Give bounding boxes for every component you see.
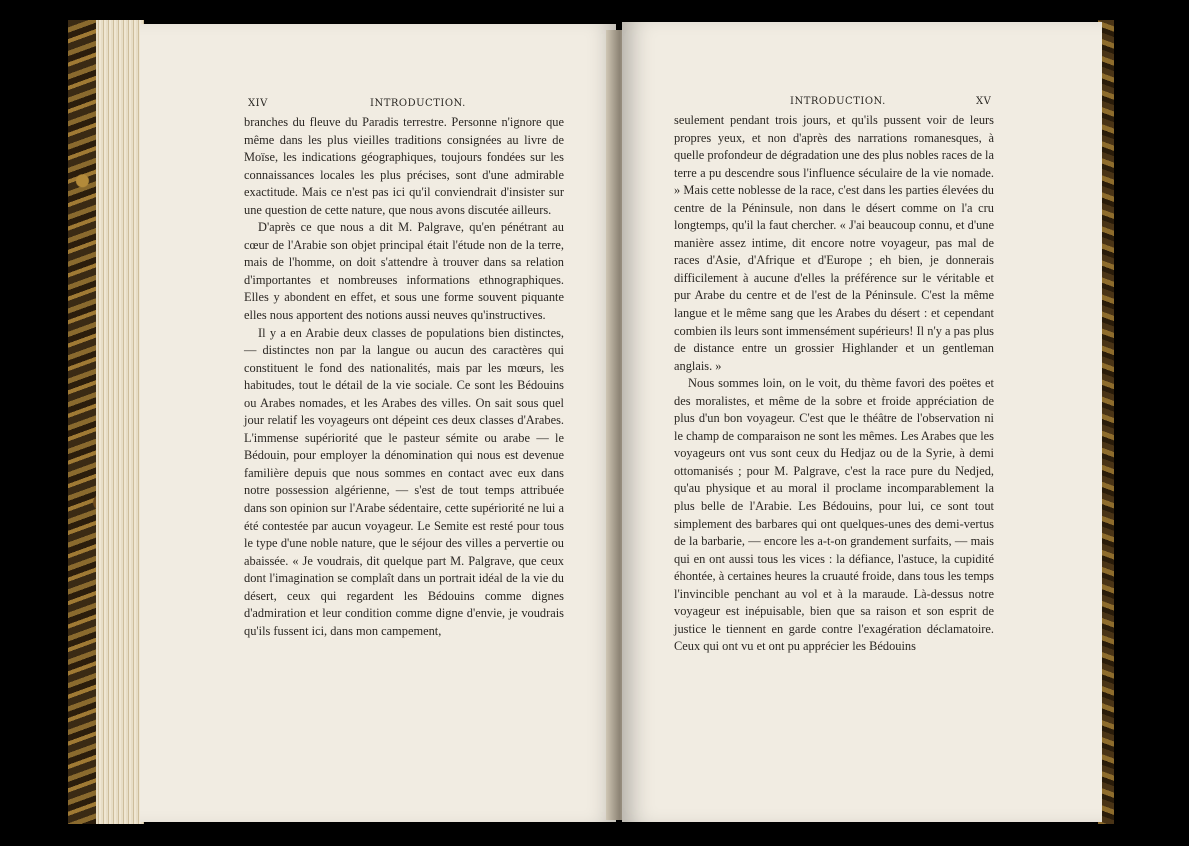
- left-page-number: XIV: [248, 98, 268, 109]
- right-paragraph-1: seulement pendant trois jours, et qu'ils pussent voir de leurs propres yeux, et non d'après des narrations romanesques, à quelle profondeur de dégradation une des plus nobles races de la terre a pu descendre sous l'influence séculaire de la vie nomade. » Mais cette noblesse de la race, c'est dans les parties élevées du centre de la Péninsule, non dans le désert comme on l'a cru longtemps, qu'il la faut chercher. « J'ai beaucoup connu, et d'une manière assez intime, dit encore notre voyageur, pas mal de races d'Asie, d'Afrique et d'Europe ; eh bien, je donnerais difficilement à aucune d'elles la préférence sur le véritable et pur Arabe du centre et de l'est de la Péninsule. C'est la même langue et le même sang que les Arabes du désert : et cependant combien ils leurs sont immensément supérieurs! Il n'y a pas plus de distance entre un grossier Highlander et un gentleman anglais. »: [674, 113, 994, 373]
- left-body-text: [244, 114, 564, 640]
- left-page: [140, 24, 616, 822]
- left-paragraph-2: D'après ce que nous a dit M. Palgrave, qu'en pénétrant au cœur de l'Arabie son objet principal était l'étude non de la terre, mais de l'homme, on doit s'attendre à trouver dans sa relation d'importantes et nombreuses informations ethnographiques. Elles y abondent en effet, et sous une forme souvent piquante elles nous apportent des notions aussi neuves qu'instructives.: [244, 220, 564, 323]
- left-paragraph-1: branches du fleuve du Paradis terrestre. Personne n'ignore que même dans les plus vieilles traditions consignées au livre de Moïse, les indications géographiques, toujours fondées sur les connaissances locales les plus précises, sont d'une admirable exactitude. Mais ce n'est pas ici qu'il conviendrait d'insister sur une question de cette nature, que nous avons discutée ailleurs.: [244, 115, 564, 217]
- right-body-text: [674, 112, 994, 656]
- left-paragraph-3: Il y a en Arabie deux classes de populations bien distinctes, — distinctes non par la langue ou aucun des caractères qui constituent le fond des nationalités, mais par les mœurs, les habitudes, tout le détail de la vie sociale. Ce sont les Bédouins ou Arabes nomades, et les Arabes des villes. On sait sous quel jour relatif les voyageurs ont dépeint ces deux classes d'Arabes. L'immense supériorité que le pasteur sémite ou arabe — le Bédouin, pour employer la dénomination qui nous est devenue familière depuis que nous sommes en contact avec eux dans notre possession algérienne, — s'est de tout temps attribuée dans son opinion sur l'Arabe sédentaire, cette supériorité ne lui a été contestée par aucun voyageur. Le Semite est resté pour tous le type d'une noble nature, que le séjour des villes a pervertie ou abaissée. « Je voudrais, dit quelque part M. Palgrave, que ceux dont l'imagination se complaît dans un portrait idéal de la vie du désert, ceux qui regardent les Bédouins comme dignes d'admiration et leur condition comme digne d'envie, je voudrais qu'ils fussent ici, dans mon campement,: [244, 325, 564, 638]
- right-running-head: INTRODUCTION.: [790, 96, 886, 107]
- page-edges: [96, 20, 144, 824]
- right-page-number: XV: [976, 96, 992, 107]
- right-paragraph-2: Nous sommes loin, on le voit, du thème favori des poëtes et des moralistes, et même de la sobre et froide appréciation de plus d'un bon voyageur. C'est que le théâtre de l'observation ni le champ de comparaison ne sont les mêmes. Les Arabes que les voyageurs ont vus sont ceux du Hedjaz ou de la Syrie, à demi ottomanisés ; pour M. Palgrave, c'est la race pure du Nedjed, qu'au physique et au moral il proclame incomparablement la plus belle de l'Arabie. Les Bédouins, pour lui, ce sont tout simplement des barbares qui ont quelques-unes des demi-vertus de la barbarie, — encore les a-t-on grandement surfaits, — mais qui en ont aussi tous les vices : la défiance, l'astuce, la cupidité éhontée, à certaines heures la cruauté froide, dans tous les temps l'invincible penchant au vol et à la maraude. Là-dessus notre voyageur est inépuisable, bien que sa raison et son esprit de justice le tiennent en garde contre l'exagération déclamatoire. Ceux qui ont vu et ont pu apprécier les Bédouins: [674, 376, 994, 654]
- right-page: [622, 22, 1102, 822]
- left-running-head: INTRODUCTION.: [370, 98, 466, 109]
